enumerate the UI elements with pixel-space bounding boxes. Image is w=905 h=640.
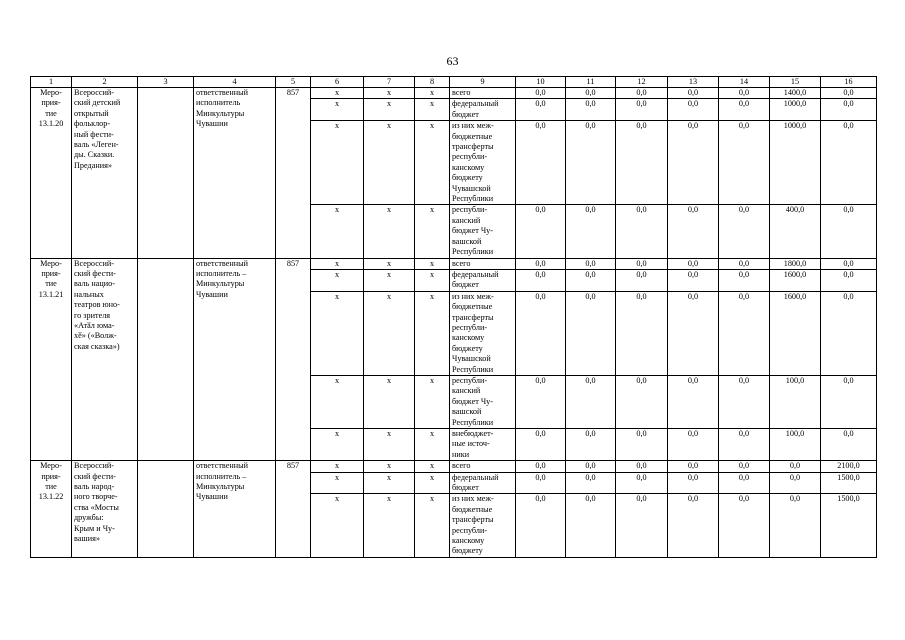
code-cell: x: [415, 205, 450, 258]
cell-line: Республики: [452, 364, 494, 374]
code-cell: x: [415, 269, 450, 291]
code-cell: x: [415, 375, 450, 428]
cell-line: ский фести-: [74, 268, 116, 278]
cell-line: 13.1.20: [38, 119, 64, 129]
cell-line: бюджет: [452, 483, 479, 493]
cell-line: федеральный: [452, 472, 499, 482]
cell-line: республи-: [452, 375, 488, 385]
code-cell: x: [311, 121, 364, 205]
code-cell: x: [311, 269, 364, 291]
funding-source-cell: [450, 461, 516, 472]
cell-line: бюджет: [452, 109, 479, 119]
event-title-cell: [72, 461, 138, 558]
cell-line: канский: [452, 215, 481, 225]
amount-cell: 0,0: [516, 269, 566, 291]
amount-cell: 0,0: [516, 99, 566, 121]
amount-cell: 0,0: [616, 205, 668, 258]
cell-line: вашской: [452, 407, 482, 417]
responsible-cell: [194, 461, 276, 558]
code-cell: x: [415, 291, 450, 375]
column-header: 9: [450, 77, 516, 88]
page-number: 63: [446, 54, 459, 68]
amount-cell: 0,0: [566, 99, 616, 121]
amount-cell: 0,0: [668, 121, 719, 205]
amount-cell: 0,0: [616, 375, 668, 428]
cell-line: ники: [452, 449, 470, 459]
amount-cell: 1600,0: [770, 269, 821, 291]
amount-cell: 0,0: [719, 472, 770, 494]
amount-cell: 0,0: [516, 494, 566, 557]
amount-cell: 0,0: [616, 269, 668, 291]
funding-source-cell: [450, 472, 516, 494]
funding-source-cell: [450, 258, 516, 269]
amount-cell: 0,0: [668, 461, 719, 472]
cell-line: ды. Сказки.: [74, 150, 115, 160]
cell-line: внебюджет-: [452, 429, 494, 438]
event-title-cell: [72, 88, 138, 259]
amount-cell: 0,0: [821, 375, 877, 428]
amount-cell: 0,0: [516, 205, 566, 258]
cell-line: канский: [452, 386, 481, 396]
cell-line: ский фести-: [74, 471, 116, 481]
amount-cell: 0,0: [821, 99, 877, 121]
amount-cell: 0,0: [566, 258, 616, 269]
amount-cell: 0,0: [668, 429, 719, 461]
cell-line: Всероссий-: [74, 88, 114, 97]
cell-line: трансферты: [452, 142, 494, 152]
cell-line: федеральный: [452, 99, 499, 109]
responsible-cell: [194, 258, 276, 461]
code-cell: x: [311, 461, 364, 472]
cell-line: Республики: [452, 194, 494, 204]
cell-line: республи-: [452, 205, 488, 215]
code-cell: x: [415, 472, 450, 494]
amount-cell: 0,0: [668, 472, 719, 494]
cell-line: исполнитель –: [196, 268, 247, 278]
cell-line: театров юно-: [74, 300, 120, 310]
amount-cell: 1000,0: [770, 99, 821, 121]
code-cell: x: [415, 88, 450, 99]
amount-cell: 0,0: [616, 472, 668, 494]
code-cell: x: [415, 258, 450, 269]
amount-cell: 0,0: [668, 291, 719, 375]
code-cell: x: [311, 375, 364, 428]
amount-cell: 0,0: [616, 121, 668, 205]
column-header: 2: [72, 77, 138, 88]
amount-cell: 0,0: [516, 461, 566, 472]
cell-line: трансферты: [452, 312, 494, 322]
empty-cell: [138, 461, 194, 558]
funding-source-cell: [450, 88, 516, 99]
cell-line: из них меж-: [452, 494, 494, 504]
cell-line: валь «Леген-: [74, 140, 119, 150]
amount-cell: 0,0: [516, 472, 566, 494]
code-cell: x: [364, 205, 415, 258]
cell-line: ства «Мосты: [74, 502, 119, 512]
amount-cell: 0,0: [668, 99, 719, 121]
cell-line: республи-: [452, 322, 488, 332]
code-cell: x: [364, 375, 415, 428]
cell-line: исполнитель: [196, 98, 241, 108]
cell-line: ответственный: [196, 461, 249, 471]
amount-cell: 0,0: [616, 429, 668, 461]
column-header: 12: [616, 77, 668, 88]
amount-cell: 0,0: [516, 429, 566, 461]
column-header: 5: [276, 77, 311, 88]
code-cell: x: [364, 121, 415, 205]
code-cell: x: [364, 88, 415, 99]
amount-cell: 400,0: [770, 205, 821, 258]
cell-line: исполнитель –: [196, 471, 247, 481]
code-cell: x: [311, 429, 364, 461]
column-header: 13: [668, 77, 719, 88]
code-cell: x: [311, 99, 364, 121]
cell-line: нальных: [74, 289, 104, 299]
column-header: 8: [415, 77, 450, 88]
cell-line: ответственный: [196, 88, 249, 97]
amount-cell: 0,0: [821, 205, 877, 258]
budget-table: [30, 76, 877, 558]
funding-source-cell: [450, 269, 516, 291]
amount-cell: 0,0: [566, 472, 616, 494]
cell-line: Всероссий-: [74, 461, 114, 471]
cell-line: ного творче-: [74, 492, 118, 502]
column-header: 16: [821, 77, 877, 88]
amount-cell: 0,0: [616, 494, 668, 557]
code-cell: x: [364, 472, 415, 494]
column-header: 11: [566, 77, 616, 88]
cell-line: Чувашии: [196, 119, 228, 129]
cell-line: Чувашии: [196, 289, 228, 299]
amount-cell: 0,0: [821, 269, 877, 291]
amount-cell: 0,0: [616, 99, 668, 121]
cell-line: трансферты: [452, 515, 494, 525]
amount-cell: 0,0: [566, 205, 616, 258]
amount-cell: 0,0: [770, 461, 821, 472]
cell-line: прия-: [41, 471, 61, 481]
amount-cell: 0,0: [821, 88, 877, 99]
code-cell: x: [364, 494, 415, 557]
cell-line: бюджетные: [452, 302, 493, 312]
cell-line: Минкультуры: [196, 279, 245, 289]
funding-source-cell: [450, 429, 516, 461]
event-code-cell: [31, 88, 72, 259]
cell-line: Чувашской: [452, 354, 491, 364]
amount-cell: 0,0: [516, 258, 566, 269]
cell-line: республи-: [452, 525, 488, 535]
cell-line: бюджет: [452, 280, 479, 290]
amount-cell: 0,0: [719, 375, 770, 428]
cell-line: Минкультуры: [196, 108, 245, 118]
amount-cell: 0,0: [719, 269, 770, 291]
cell-line: республи-: [452, 152, 488, 162]
cell-line: открытый: [74, 108, 109, 118]
code-cell: x: [364, 99, 415, 121]
cell-line: всего: [452, 88, 471, 97]
amount-cell: 1400,0: [770, 88, 821, 99]
cell-line: канскому: [452, 536, 485, 546]
funding-source-cell: [450, 99, 516, 121]
amount-cell: 0,0: [566, 429, 616, 461]
column-header: 4: [194, 77, 276, 88]
cell-line: канскому: [452, 333, 485, 343]
table-row: [31, 461, 877, 472]
cell-line: валь народ-: [74, 482, 115, 492]
amount-cell: 1500,0: [821, 494, 877, 557]
cell-line: тие: [45, 279, 57, 289]
amount-cell: 0,0: [821, 258, 877, 269]
funding-source-cell: [450, 121, 516, 205]
amount-cell: 0,0: [770, 472, 821, 494]
event-code-cell: [31, 461, 72, 558]
cell-line: бюджет Чу-: [452, 226, 493, 236]
responsible-cell: [194, 88, 276, 259]
amount-cell: 100,0: [770, 375, 821, 428]
code-cell: x: [415, 121, 450, 205]
amount-cell: 0,0: [668, 494, 719, 557]
amount-cell: 0,0: [719, 494, 770, 557]
cell-line: го зрителя: [74, 310, 111, 320]
cell-line: «Атӑл юма-: [74, 320, 115, 330]
code-cell: x: [415, 494, 450, 557]
funding-source-cell: [450, 205, 516, 258]
code-cell: x: [364, 461, 415, 472]
cell-line: Предания»: [74, 160, 112, 170]
funding-source-cell: [450, 291, 516, 375]
amount-cell: 2100,0: [821, 461, 877, 472]
amount-cell: 0,0: [516, 121, 566, 205]
column-header: 7: [364, 77, 415, 88]
event-code-cell: [31, 258, 72, 461]
cell-line: бюджетные: [452, 504, 493, 514]
code-cell: x: [311, 258, 364, 269]
cell-line: ные источ-: [452, 439, 490, 449]
column-header: 6: [311, 77, 364, 88]
cell-line: тие: [45, 482, 57, 492]
grbs-code-cell: 857: [276, 461, 311, 558]
amount-cell: 1800,0: [770, 258, 821, 269]
cell-line: ответственный: [196, 258, 249, 268]
cell-line: тие: [45, 108, 57, 118]
cell-line: Республики: [452, 247, 494, 257]
cell-line: Республики: [452, 417, 494, 427]
column-header: 3: [138, 77, 194, 88]
amount-cell: 0,0: [616, 88, 668, 99]
amount-cell: 0,0: [668, 205, 719, 258]
amount-cell: 0,0: [566, 375, 616, 428]
amount-cell: 1000,0: [770, 121, 821, 205]
cell-line: ская сказка»): [74, 341, 120, 351]
code-cell: x: [364, 429, 415, 461]
cell-line: ный фести-: [74, 129, 114, 139]
event-title-cell: [72, 258, 138, 461]
code-cell: x: [311, 291, 364, 375]
cell-line: валь нацио-: [74, 279, 115, 289]
cell-line: прия-: [41, 268, 61, 278]
cell-line: всего: [452, 461, 471, 471]
cell-line: вашской: [452, 236, 482, 246]
header-row: [31, 77, 877, 88]
cell-line: Меро-: [40, 461, 62, 471]
cell-line: бюджету: [452, 546, 483, 556]
amount-cell: 0,0: [719, 291, 770, 375]
amount-cell: 0,0: [821, 429, 877, 461]
cell-line: Чувашии: [196, 492, 228, 502]
funding-source-cell: [450, 375, 516, 428]
cell-line: Меро-: [40, 258, 62, 268]
cell-line: фольклор-: [74, 119, 111, 129]
amount-cell: 1600,0: [770, 291, 821, 375]
amount-cell: 0,0: [516, 88, 566, 99]
code-cell: x: [311, 88, 364, 99]
amount-cell: 0,0: [566, 291, 616, 375]
amount-cell: 0,0: [821, 121, 877, 205]
amount-cell: 0,0: [616, 461, 668, 472]
cell-line: ский детский: [74, 98, 121, 108]
cell-line: Минкультуры: [196, 482, 245, 492]
amount-cell: 0,0: [719, 461, 770, 472]
code-cell: x: [415, 99, 450, 121]
cell-line: канскому: [452, 162, 485, 172]
amount-cell: 0,0: [566, 121, 616, 205]
amount-cell: 0,0: [719, 99, 770, 121]
funding-source-cell: [450, 494, 516, 557]
cell-line: из них меж-: [452, 121, 494, 131]
column-header: 14: [719, 77, 770, 88]
column-header: 15: [770, 77, 821, 88]
amount-cell: 0,0: [770, 494, 821, 557]
cell-line: Меро-: [40, 88, 62, 97]
cell-line: бюджет Чу-: [452, 396, 493, 406]
cell-line: всего: [452, 258, 471, 268]
cell-line: прия-: [41, 98, 61, 108]
amount-cell: 0,0: [566, 461, 616, 472]
amount-cell: 0,0: [821, 291, 877, 375]
code-cell: x: [364, 269, 415, 291]
amount-cell: 0,0: [566, 269, 616, 291]
empty-cell: [138, 88, 194, 259]
amount-cell: 0,0: [719, 88, 770, 99]
amount-cell: 0,0: [516, 375, 566, 428]
amount-cell: 0,0: [566, 88, 616, 99]
table-body: [31, 88, 877, 558]
code-cell: x: [415, 429, 450, 461]
amount-cell: 0,0: [719, 429, 770, 461]
empty-cell: [138, 258, 194, 461]
amount-cell: 0,0: [719, 121, 770, 205]
amount-cell: 0,0: [668, 258, 719, 269]
cell-line: федеральный: [452, 269, 499, 279]
cell-line: вашия»: [74, 534, 100, 544]
grbs-code-cell: 857: [276, 258, 311, 461]
amount-cell: 0,0: [516, 291, 566, 375]
amount-cell: 0,0: [566, 494, 616, 557]
table-row: [31, 258, 877, 269]
column-header: 1: [31, 77, 72, 88]
column-header: 10: [516, 77, 566, 88]
amount-cell: 0,0: [719, 205, 770, 258]
amount-cell: 100,0: [770, 429, 821, 461]
cell-line: из них меж-: [452, 291, 494, 301]
table-row: [31, 88, 877, 99]
amount-cell: 0,0: [719, 258, 770, 269]
amount-cell: 0,0: [668, 375, 719, 428]
cell-line: Всероссий-: [74, 258, 114, 268]
cell-line: 13.1.22: [38, 492, 64, 502]
amount-cell: 0,0: [616, 291, 668, 375]
amount-cell: 1500,0: [821, 472, 877, 494]
grbs-code-cell: 857: [276, 88, 311, 259]
cell-line: Крым и Чу-: [74, 523, 115, 533]
code-cell: x: [364, 291, 415, 375]
cell-line: дружбы:: [74, 513, 104, 523]
cell-line: бюджету: [452, 343, 483, 353]
code-cell: x: [311, 494, 364, 557]
cell-line: бюджетные: [452, 131, 493, 141]
amount-cell: 0,0: [668, 88, 719, 99]
cell-line: хӗ» («Волж-: [74, 331, 117, 341]
code-cell: x: [311, 472, 364, 494]
cell-line: Чувашской: [452, 183, 491, 193]
cell-line: бюджету: [452, 173, 483, 183]
code-cell: x: [415, 461, 450, 472]
amount-cell: 0,0: [616, 258, 668, 269]
amount-cell: 0,0: [668, 269, 719, 291]
code-cell: x: [311, 205, 364, 258]
code-cell: x: [364, 258, 415, 269]
cell-line: 13.1.21: [38, 289, 64, 299]
